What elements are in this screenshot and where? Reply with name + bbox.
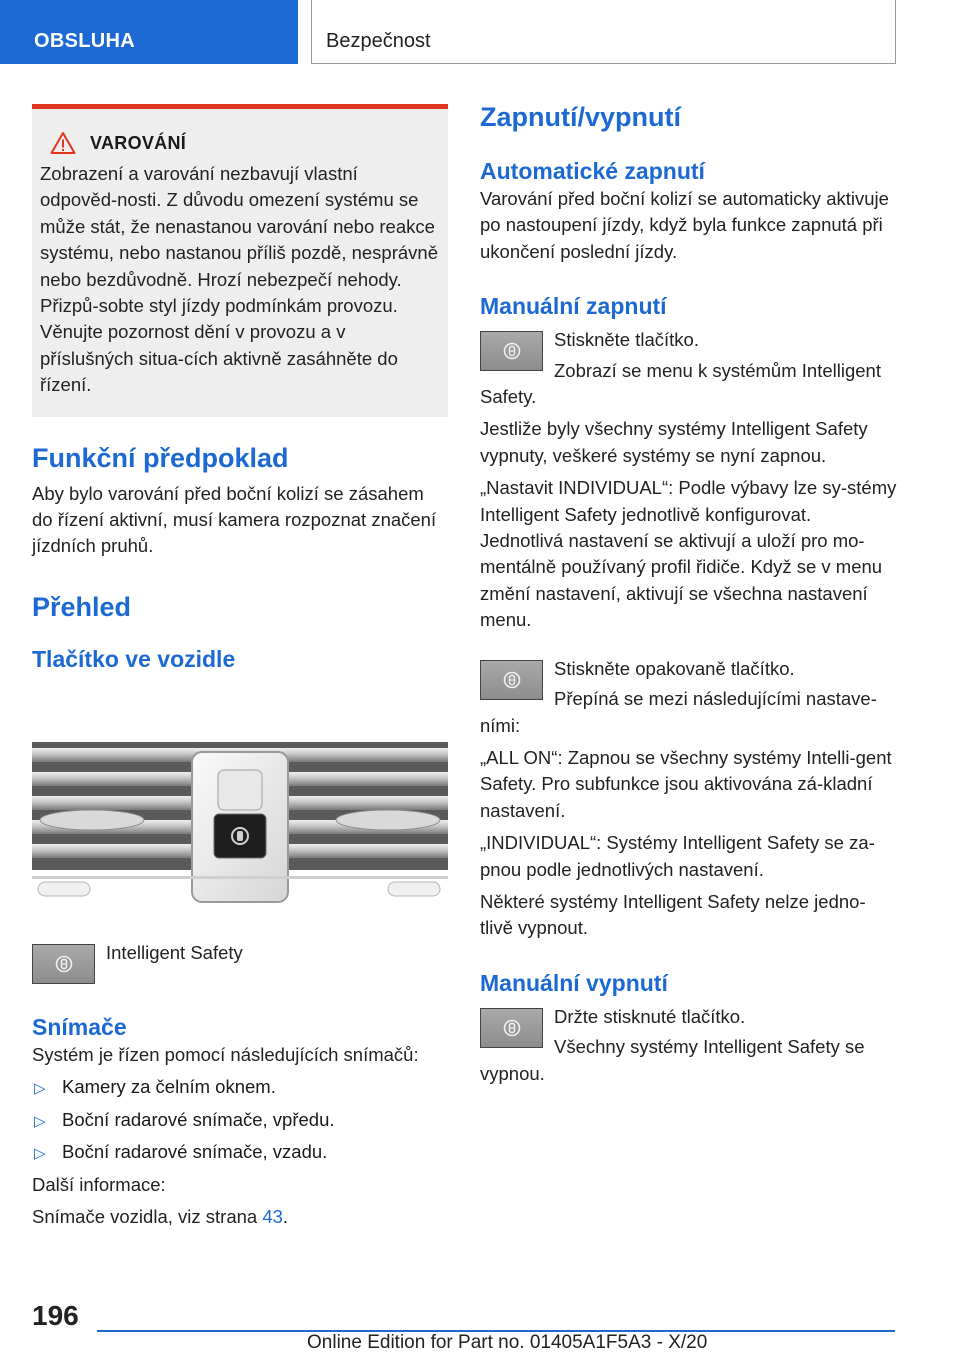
header-chapter-box: [311, 0, 896, 64]
intelligent-safety-button-row: [32, 940, 448, 1000]
intelligent-safety-button-icon: [32, 944, 95, 984]
switch-modes-text: Přepíná se mezi následujícími nastave-ními:: [480, 688, 877, 736]
air-vent-button-illustration: [32, 700, 448, 918]
sensors-reference: Snímače vozidla, viz strana 43.: [32, 1205, 289, 1227]
menu-shown-text: Zobrazí se menu k systémům Intelligent Safety.: [480, 359, 881, 408]
page-number: 196: [32, 1300, 79, 1331]
heading-sensors: Snímače: [32, 1013, 127, 1040]
heading-on-off: Zapnutí/vypnutí: [480, 102, 681, 132]
right-column: [480, 100, 898, 1087]
all-off-text: Jestliže byly všechny systémy Intelligent Safety vypnuty, veškeré systémy se nyní zapnou.: [480, 418, 868, 466]
individual-text: „INDIVIDUAL“: Systémy Intelligent Safety se za-pnou podle jednotlivých nastavení.: [480, 832, 875, 880]
left-column: [32, 104, 448, 1230]
manual-off-button-row: [480, 1004, 898, 1087]
automatic-on-text: Varování před boční kolizí se automaticky aktivuje po nastoupení jízdy, když byla funkce zapnutá při ukončení poslední jízdy.: [480, 188, 889, 262]
warning-title: VAROVÁNÍ: [90, 132, 187, 153]
all-systems-off-text: Všechny systémy Intelligent Safety se vypnou.: [480, 1036, 865, 1084]
heading-manual-off: Manuální vypnutí: [480, 969, 668, 996]
warning-box: [32, 104, 448, 417]
hold-button-text: Držte stisknuté tlačítko.: [554, 1005, 746, 1027]
all-on-text: „ALL ON“: Zapnou se všechny systémy Intelli-gent Safety. Pro subfunkce jsou aktivována zá-kladní nastavení.: [480, 746, 892, 821]
list-item: ▷ Boční radarové snímače, vpředu.: [32, 1107, 448, 1133]
press-repeat-text: Stiskněte opakovaně tlačítko.: [554, 657, 795, 679]
intelligent-safety-button-icon: [480, 660, 543, 700]
more-info-label: Další informace:: [32, 1173, 166, 1195]
header-section-label: OBSLUHA: [34, 30, 135, 52]
footer-edition: Online Edition for Part no. 01405A1F5A3 - X/20: [307, 1332, 708, 1353]
sensors-intro: Systém je řízen pomocí následujících snímačů:: [32, 1043, 419, 1065]
sensors-list: [32, 1074, 448, 1165]
vehicle-button-photo: [32, 700, 448, 918]
intelligent-safety-button-icon: [480, 1008, 543, 1048]
prerequisite-text: Aby bylo varování před boční kolizí se zásahem do řízení aktivní, musí kamera rozpoznat značení jízdních pruhů.: [32, 482, 437, 557]
press-button-text: Stiskněte tlačítko.: [554, 329, 699, 351]
manual-on-button-row: [480, 327, 898, 410]
bullet-triangle-icon: ▷: [34, 1112, 46, 1130]
bullet-triangle-icon: ▷: [34, 1080, 46, 1098]
list-item: ▷ Kamery za čelním oknem.: [32, 1074, 448, 1100]
heading-automatic-on: Automatické zapnutí: [480, 158, 705, 184]
some-cannot-text: Některé systémy Intelligent Safety nelze jedno-tlivě vypnout.: [480, 890, 866, 939]
individual-config-text: „Nastavit INDIVIDUAL“: Podle výbavy lze sy-stémy Intelligent Safety jednotlivě konfigurovat. Jednotlivá nastavení se aktivují a uloží pro mo-mentálně používaný profil řidiče. Když se v menu změní nastavení, aktivují se všechna nastavení menu.: [480, 477, 897, 631]
heading-manual-on: Manuální zapnutí: [480, 293, 667, 320]
warning-triangle-icon: [50, 131, 76, 155]
header-chapter-label: Bezpečnost: [326, 30, 431, 52]
warning-header: [50, 131, 440, 155]
intelligent-safety-button-icon: [480, 331, 543, 371]
page-reference-link[interactable]: 43: [262, 1205, 283, 1227]
press-repeat-button-row: [480, 656, 898, 739]
header-section-tab: [0, 0, 298, 64]
list-item: ▷ Boční radarové snímače, vzadu.: [32, 1139, 448, 1165]
heading-prerequisite: Funkční předpoklad: [32, 442, 289, 473]
intelligent-safety-caption: Intelligent Safety: [106, 941, 243, 963]
bullet-triangle-icon: ▷: [34, 1145, 46, 1163]
warning-text: Zobrazení a varování nezbavují vlastní odpověd-nosti. Z důvodu omezení systému se může stát, že nenastanou varování nebo reakce systému, nebo nastanou příliš pozdě, nesprávně nebo bezdůvodně. Hrozí nebezpečí nehody. Přizpů-sobte styl jízdy podmínkám provozu. Věnujte pozornost dění v provozu a v příslušných situa-cích aktivně zasáhněte do řízení.: [40, 163, 438, 396]
heading-overview: Přehled: [32, 591, 132, 622]
heading-button-in-vehicle: Tlačítko ve vozidle: [32, 645, 236, 672]
